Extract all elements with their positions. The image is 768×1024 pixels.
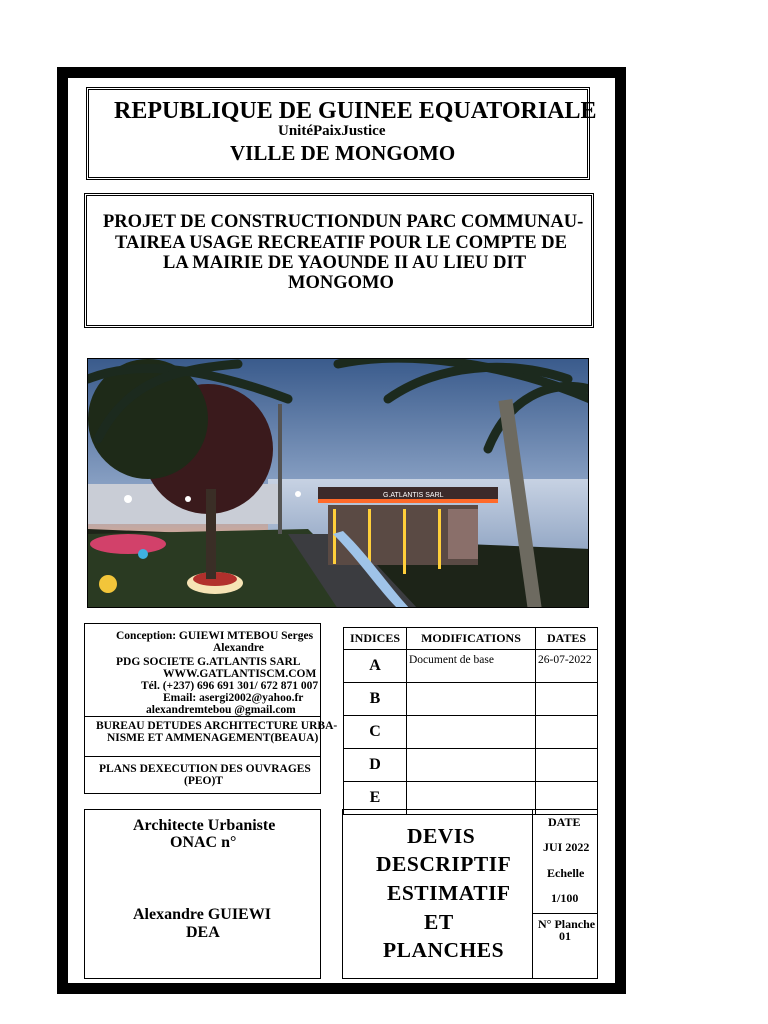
divider	[84, 756, 321, 757]
architect-title: Architecte Urbaniste	[133, 817, 276, 834]
date-cell	[536, 683, 598, 716]
project-title-line: MONGOMO	[288, 273, 394, 293]
divider	[532, 913, 598, 914]
index-cell: A	[344, 650, 407, 683]
document-title-line: PLANCHES	[383, 938, 505, 962]
index-cell: C	[344, 716, 407, 749]
motto: UnitéPaixJustice	[278, 123, 386, 139]
table-row	[344, 683, 598, 716]
info-line: WWW.GATLANTISCM.COM	[163, 668, 317, 680]
building-sign: G.ATLANTIS SARL	[383, 492, 444, 499]
index-cell: B	[344, 683, 407, 716]
column-header: INDICES	[344, 628, 407, 650]
info-line: Alexandre	[213, 642, 264, 654]
park-rendering-image	[87, 358, 589, 608]
plans-line: PLANS DEXECUTION DES OUVRAGES	[99, 763, 311, 775]
republic-title: REPUBLIQUE DE GUINEE EQUATORIALE	[114, 98, 597, 124]
table-row	[344, 716, 598, 749]
modification-cell	[407, 749, 536, 782]
column-header: DATES	[536, 628, 598, 650]
architect-degree: DEA	[186, 924, 220, 941]
info-line: alexandremtebou @gmail.com	[146, 704, 296, 716]
city-title: VILLE DE MONGOMO	[230, 141, 456, 165]
modification-cell	[407, 683, 536, 716]
document-title-line: ESTIMATIF	[387, 881, 511, 905]
index-cell: D	[344, 749, 407, 782]
sheet-value: 01	[559, 929, 571, 943]
info-line: Conception: GUIEWI MTEBOU Serges	[116, 630, 314, 642]
revisions-table	[343, 627, 598, 815]
date-label: DATE	[548, 815, 581, 829]
info-line: Tél. (+237) 696 691 301/ 672 871 007	[141, 680, 319, 692]
project-title-line: TAIREA USAGE RECREATIF POUR LE COMPTE DE	[115, 233, 567, 253]
scale-value: 1/100	[551, 891, 579, 905]
date-cell	[536, 749, 598, 782]
divider	[84, 716, 321, 717]
document-title-line: DESCRIPTIF	[376, 852, 512, 876]
date-value: JUI 2022	[543, 840, 590, 854]
date-cell: 26-07-2022	[536, 650, 598, 683]
column-header: MODIFICATIONS	[407, 628, 536, 650]
architect-name: Alexandre GUIEWI	[133, 906, 271, 923]
project-title-line: LA MAIRIE DE YAOUNDE II AU LIEU DIT	[163, 253, 527, 273]
bureau-line: BUREAU DETUDES ARCHITECTURE URBA-	[96, 720, 338, 732]
document-title-line: DEVIS	[407, 824, 476, 848]
index-cell: E	[344, 782, 407, 815]
table-row	[344, 749, 598, 782]
modification-cell: Document de base	[407, 650, 536, 683]
info-line: PDG SOCIETE G.ATLANTIS SARL	[116, 656, 301, 668]
table-row	[344, 650, 598, 683]
sheet-label: N° Planche	[538, 917, 596, 931]
modification-cell	[407, 716, 536, 749]
table-header-row	[344, 628, 598, 650]
plans-line: (PEO)T	[184, 775, 223, 787]
date-cell	[536, 716, 598, 749]
project-title-line: PROJET DE CONSTRUCTIONDUN PARC COMMUNAU-	[103, 212, 584, 232]
info-line: Email: asergi2002@yahoo.fr	[163, 692, 304, 704]
architect-onac: ONAC n°	[170, 834, 237, 851]
bureau-line: NISME ET AMMENAGEMENT(BEAUA)	[107, 732, 319, 744]
scale-label: Echelle	[547, 866, 585, 880]
document-title-line: ET	[424, 910, 454, 934]
